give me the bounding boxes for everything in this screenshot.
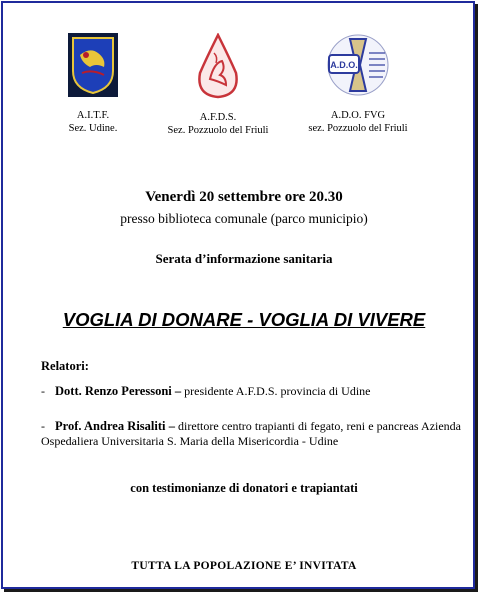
org-name: A.F.D.S.	[199, 112, 237, 123]
event-type: Serata d’informazione sanitaria	[155, 251, 333, 266]
list-dash: -	[41, 419, 45, 433]
list-dash: -	[41, 384, 45, 398]
aitf-shield-logo	[68, 33, 118, 97]
ado-logo-text: A.D.O.	[330, 60, 358, 70]
afds-blood-drop-logo	[196, 33, 240, 99]
ado-hourglass-logo	[323, 33, 393, 97]
event-title: VOGLIA DI DONARE - VOGLIA DI VIVERE	[62, 309, 426, 330]
poster-frame	[1, 1, 475, 589]
relatori-heading: Relatori:	[41, 359, 89, 373]
event-place: presso biblioteca comunale (parco municipio)	[120, 211, 368, 226]
org-section: sez. Pozzuolo del Friuli	[308, 123, 408, 134]
org-aitf	[43, 33, 143, 135]
org-section: Sez. Udine.	[68, 123, 118, 134]
speaker-name: Prof. Andrea Risaliti –	[55, 419, 175, 433]
event-date: Venerdì 20 settembre ore 20.30	[145, 189, 343, 205]
org-name: A.D.O. FVG	[330, 110, 386, 121]
speaker-role: direttore centro trapianti di fegato, reni e pancreas Azienda Ospedaliera Universitaria S. Maria della Misericordia - Udine	[41, 419, 462, 448]
org-ado	[293, 33, 423, 135]
org-afds	[153, 33, 283, 137]
speaker-name: Dott. Renzo Peressoni –	[55, 384, 182, 398]
testimonianze-line: con testimonianze di donatori e trapiantati	[130, 481, 358, 495]
speaker-role: presidente A.F.D.S. provincia di Udine	[181, 384, 371, 398]
speaker-item	[41, 419, 461, 449]
org-name: A.I.T.F.	[76, 110, 110, 121]
speaker-item	[41, 384, 461, 399]
org-section: Sez. Pozzuolo del Friuli	[167, 125, 269, 136]
invitation-line: TUTTA LA POPOLAZIONE E’ INVITATA	[131, 560, 357, 572]
